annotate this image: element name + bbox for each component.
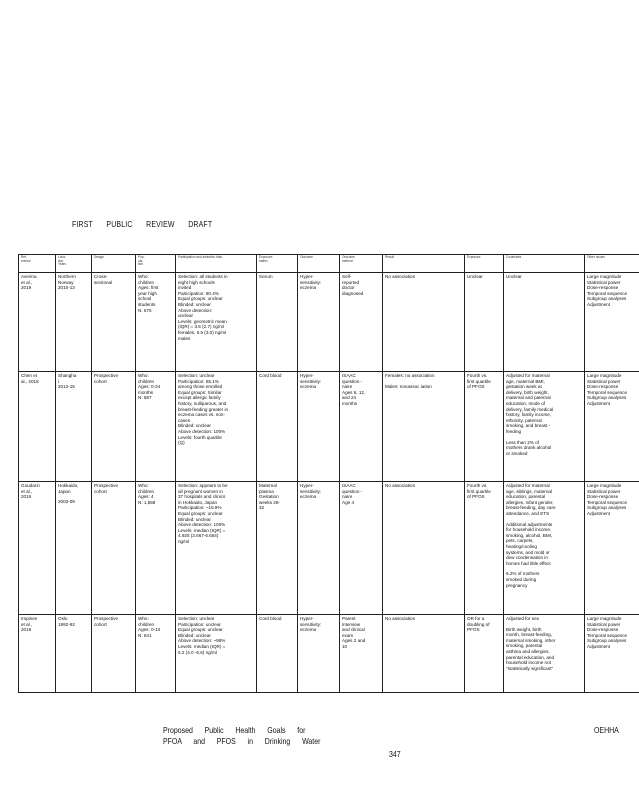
- cell-line: weeks 28-: [259, 499, 280, 505]
- cell-line: doubling of: [467, 621, 490, 627]
- cell-line: exam: [342, 632, 354, 638]
- cell-line: "statistically significant": [506, 665, 554, 671]
- cell-line: first quartile: [467, 488, 491, 494]
- cell-line: Goudarzi: [21, 483, 40, 488]
- page-number: 347: [389, 749, 401, 759]
- cell-line: Levels: geometric mean: [178, 318, 227, 324]
- cell-line: males: [178, 335, 191, 341]
- cell-line: Selection: all students in: [178, 274, 228, 279]
- cell-line: Prospective: [94, 616, 119, 621]
- cell-line: diagnosed: [342, 290, 364, 296]
- cell-line: Females: no association: [385, 373, 435, 378]
- cell-line: homes had little effect: [506, 560, 551, 566]
- cell-line: smoking, alcohol, BMI,: [506, 532, 553, 538]
- cell-ref: [19, 615, 56, 693]
- cell-line: Parent: [342, 616, 356, 621]
- column-header: Exposure matrix: [257, 255, 298, 273]
- cell-line: feeding: [506, 428, 522, 434]
- cell-line: et al.,: [21, 279, 33, 285]
- cell-result: [383, 482, 465, 615]
- cell-other: [585, 273, 639, 372]
- column-header: Participation and selection bias: [176, 255, 257, 273]
- cell-line: Fourth vs.: [467, 373, 488, 378]
- cell-line: Ages: first: [138, 285, 159, 291]
- cell-line: parental education, and: [506, 654, 555, 660]
- cell-line: children: [138, 378, 155, 384]
- cell-other: [585, 615, 639, 693]
- cell-line: Large magnitude: [587, 274, 622, 279]
- cell-line: smoked during: [506, 576, 537, 582]
- cell-outcome: [298, 372, 340, 482]
- cell-exposure: [465, 615, 504, 693]
- cell-line: Birth weight, birth: [506, 626, 542, 632]
- cell-line: 2018: [21, 627, 32, 633]
- cell-line: N: 1,558: [138, 499, 156, 505]
- cell-line: all pregnant women in: [178, 488, 223, 494]
- cell-line: and clinical: [342, 627, 365, 633]
- column-header: Exposure: [465, 255, 504, 273]
- cell-line: Gestation: [259, 494, 279, 500]
- cell-line: except allergic family: [178, 395, 221, 401]
- cell-line: plasma: [259, 488, 274, 494]
- cell-line: No association: [385, 274, 416, 279]
- cell-line: Above detection: 100%: [178, 428, 226, 434]
- cell-ref: [19, 482, 56, 615]
- cell-line: pregnancy: [506, 582, 528, 588]
- cell-line: pets, carpets,: [506, 538, 534, 544]
- cell-line: children: [138, 279, 155, 285]
- cell-line: Participation: ~15.9%: [178, 505, 222, 511]
- cell-line: Large magnitude: [587, 373, 622, 378]
- column-header: Pop- ula- tion: [136, 255, 176, 273]
- cell-line: i: [58, 378, 60, 384]
- cell-ref: [19, 372, 56, 482]
- cell-line: delivery, birth weight,: [506, 389, 549, 395]
- cell-line: ISAAC: [342, 373, 356, 378]
- cell-line: Hyper-: [300, 483, 314, 488]
- cell-line: Selection: appears to be: [178, 483, 228, 488]
- cell-matrix: [257, 372, 298, 482]
- cell-line: 2010-13: [58, 285, 75, 291]
- cell-line: Subgroup analyses: [587, 395, 627, 401]
- cell-outcome: [298, 273, 340, 372]
- cell-line: 2012-15: [58, 384, 75, 390]
- cell-line: month, breast-feeding,: [506, 632, 552, 638]
- cell-line: of PFOS: [467, 494, 485, 500]
- cell-line: cases: [178, 417, 191, 423]
- column-header: Outcome method: [340, 255, 383, 273]
- cell-line: interview: [342, 621, 361, 627]
- cell-line: naire: [342, 384, 353, 390]
- cell-line: education, parental: [506, 494, 546, 500]
- cell-line: Ages 6, 12,: [342, 389, 366, 395]
- cell-selection: [176, 273, 257, 372]
- cell-line: among those enrolled: [178, 384, 223, 390]
- cell-line: education, mode of: [506, 400, 546, 406]
- cell-line: Blinded: unclear: [178, 423, 211, 429]
- cell-line: Fourth vs.: [467, 483, 488, 488]
- cell-line: Adjusted for maternal: [506, 483, 550, 488]
- cell-line: Statistical power: [587, 621, 621, 627]
- cell-line: invited: [178, 285, 192, 291]
- cell-line: Hyper-: [300, 616, 314, 621]
- cell-line: sectional: [94, 279, 113, 285]
- cell-line: students: [138, 301, 156, 307]
- cell-line: sensitivity:: [300, 488, 322, 494]
- cell-line: 5.2 (4.0 -6.6) ng/ml: [178, 649, 217, 655]
- cell-line: in Hokkaido, Japan: [178, 499, 218, 505]
- cell-line: Prospective: [94, 483, 119, 488]
- cell-result: [383, 273, 465, 372]
- cell-line: Dose-response: [587, 285, 619, 291]
- cell-line: Temporal sequence: [587, 389, 628, 395]
- cell-selection: [176, 372, 257, 482]
- cell-line: Adjustment: [587, 510, 610, 516]
- cell-line: Levels: median (IQR) =: [178, 527, 226, 533]
- cell-line: Cord blood: [259, 373, 282, 378]
- cell-line: ISAAC: [342, 483, 356, 488]
- cell-line: Ages 2 and: [342, 638, 366, 644]
- cell-line: 6.2% of mothers: [506, 571, 540, 577]
- cell-line: Statistical power: [587, 378, 621, 384]
- cell-line: 1992-92: [58, 621, 75, 627]
- cell-line: Blinded: unclear: [178, 516, 211, 522]
- cell-line: Who:: [138, 274, 149, 279]
- cell-line: Levels: fourth quartile: [178, 434, 222, 440]
- cell-line: Adjusted for maternal: [506, 373, 550, 378]
- cell-line: Selection: unclear: [178, 616, 215, 621]
- cell-line: Temporal sequence: [587, 499, 628, 505]
- cell-line: Adjusted for sex: [506, 616, 539, 621]
- cell-line: gestation week at: [506, 384, 542, 390]
- footer-title-line-2: PFOA and PFOS in Drinking Water: [163, 736, 321, 746]
- cell-line: systems, and mold or: [506, 549, 550, 555]
- cell-line: first quartile: [467, 378, 491, 384]
- cell-method: [340, 482, 383, 615]
- cell-line: et al.,: [21, 621, 33, 627]
- cell-line: N: 687: [138, 395, 152, 401]
- cell-line: Impinen: [21, 616, 38, 621]
- cell-design: [92, 482, 136, 615]
- cell-line: cohort: [94, 621, 107, 627]
- cell-line: breast-feeding greater in: [178, 406, 229, 412]
- cell-line: ethnicity, paternal: [506, 417, 542, 423]
- cell-line: 2019: [21, 285, 32, 291]
- cell-method: [340, 615, 383, 693]
- cell-line: Hyper-: [300, 274, 314, 279]
- cell-line: dew condensation in: [506, 555, 548, 561]
- cell-line: 2003-09: [58, 499, 75, 505]
- cell-exposure: [465, 482, 504, 615]
- table-row: [19, 482, 639, 615]
- cell-line: for household income,: [506, 527, 552, 533]
- cell-line: Participation: 65.1%: [178, 378, 219, 384]
- table-row: [19, 372, 639, 482]
- cell-line: months: [342, 400, 358, 406]
- cell-line: Ages: 0-24: [138, 384, 161, 390]
- cell-line: Temporal sequence: [587, 290, 628, 296]
- cell-line: maternal and paternal: [506, 395, 551, 401]
- evidence-table-container: [18, 254, 628, 682]
- cell-line: eczema: [300, 627, 317, 633]
- cell-line: Who:: [138, 483, 149, 488]
- cell-line: Levels: median (IQR) =: [178, 643, 226, 649]
- cell-line: eczema cases vs. non-: [178, 412, 225, 418]
- footer-agency: OEHHA: [594, 725, 619, 735]
- cell-line: N: 641: [138, 632, 152, 638]
- cell-matrix: [257, 482, 298, 615]
- table-body: [19, 273, 639, 693]
- cell-line: and 24: [342, 395, 357, 401]
- cell-line: Adjustment: [587, 643, 610, 649]
- cell-line: Serum: [259, 274, 273, 279]
- cell-line: Large magnitude: [587, 483, 622, 488]
- cell-pop: [136, 372, 176, 482]
- cell-loc: [56, 273, 92, 372]
- cell-line: Unclear: [467, 274, 483, 279]
- cell-line: Subgroup analyses: [587, 505, 627, 511]
- cell-line: history, nulliparous, and: [178, 400, 227, 406]
- cell-line: eczema: [300, 494, 317, 500]
- column-header: Design: [92, 255, 136, 273]
- cell-line: Hokkaido,: [58, 483, 79, 488]
- cell-outcome: [298, 482, 340, 615]
- cell-line: Prospective: [94, 373, 119, 378]
- cell-line: of PFOS: [467, 384, 485, 390]
- cell-line: eczema: [300, 285, 317, 291]
- cell-method: [340, 273, 383, 372]
- cell-loc: [56, 482, 92, 615]
- cell-line: Japan: [58, 488, 71, 494]
- cell-line: smoking, and breast -: [506, 423, 551, 429]
- cell-line: history, family income,: [506, 412, 552, 418]
- cell-exposure: [465, 273, 504, 372]
- cell-line: reported: [342, 279, 360, 285]
- cell-line: eczema: [300, 384, 317, 390]
- cell-line: Maternal: [259, 483, 277, 488]
- cell-pop: [136, 273, 176, 372]
- cell-line: Chen et: [21, 373, 38, 378]
- cell-line: No association: [385, 616, 416, 621]
- cell-other: [585, 372, 639, 482]
- cell-line: Unclear: [506, 274, 522, 279]
- table-header-row: [19, 255, 639, 273]
- cell-line: Northern: [58, 274, 76, 279]
- cell-line: Statistical power: [587, 279, 621, 285]
- cell-line: question -: [342, 378, 363, 384]
- column-header: Covariates: [504, 255, 585, 273]
- cell-line: sensitivity:: [300, 378, 322, 384]
- cell-line: Statistical power: [587, 488, 621, 494]
- cell-line: unclear: [178, 313, 194, 319]
- cell-line: age, maternal BMI,: [506, 378, 545, 384]
- cell-line: maternal smoking, other: [506, 637, 556, 643]
- cell-line: attendance, and ETS: [506, 510, 550, 516]
- cell-line: children: [138, 488, 155, 494]
- cell-outcome: [298, 615, 340, 693]
- cell-line: Temporal sequence: [587, 632, 628, 638]
- cell-line: sensitivity:: [300, 279, 322, 285]
- cell-ref: [19, 273, 56, 372]
- cell-line: or smoked: [506, 450, 528, 456]
- column-header: Other issues: [585, 255, 639, 273]
- cell-line: et al.,: [21, 488, 33, 494]
- cell-line: age, siblings, maternal: [506, 488, 552, 494]
- cell-line: cohort: [94, 488, 107, 494]
- cell-line: doctor: [342, 285, 355, 291]
- cell-line: Blinded: unclear: [178, 632, 211, 638]
- cell-line: OR for a: [467, 616, 485, 621]
- cell-line: Who:: [138, 373, 149, 378]
- cell-line: (IQR) = 3.5 (2.7) ng/ml: [178, 324, 225, 330]
- cell-method: [340, 372, 383, 482]
- cell-line: asthma and allergies,: [506, 648, 550, 654]
- cell-pop: [136, 615, 176, 693]
- cell-line: Above detection: 100%: [178, 522, 226, 528]
- cell-selection: [176, 615, 257, 693]
- cell-covariates: [504, 273, 585, 372]
- cell-line: 10: [342, 643, 348, 649]
- cell-loc: [56, 372, 92, 482]
- cell-covariates: [504, 615, 585, 693]
- evidence-table: [18, 254, 639, 693]
- draft-header: FIRST PUBLIC REVIEW DRAFT: [72, 219, 213, 229]
- cell-line: Dose-response: [587, 627, 619, 633]
- cell-line: allergies, infant gender,: [506, 499, 554, 505]
- cell-line: Large magnitude: [587, 616, 622, 621]
- cell-line: breast-feeding, day care: [506, 505, 556, 511]
- cell-line: PFOS: [467, 627, 480, 633]
- cell-pop: [136, 482, 176, 615]
- cell-line: Subgroup analyses: [587, 296, 627, 302]
- cell-line: year high: [138, 290, 157, 296]
- cell-loc: [56, 615, 92, 693]
- cell-line: Age 4: [342, 499, 355, 505]
- cell-line: eight high schools: [178, 279, 215, 285]
- cell-line: heating/cooling: [506, 543, 537, 549]
- cell-line: Self-: [342, 274, 352, 279]
- cell-line: Ages: 0-10: [138, 627, 161, 633]
- cell-line: Above detection:: [178, 307, 213, 313]
- cell-line: Blinded: unclear: [178, 301, 211, 307]
- table-row: [19, 273, 639, 372]
- cell-line: Less than 2% of: [506, 439, 539, 445]
- cell-line: 37 hospitals and clinics: [178, 494, 226, 500]
- cell-line: Who:: [138, 616, 149, 621]
- column-header: Loca- tion, Years: [56, 255, 92, 273]
- cell-line: delivery, family medical: [506, 406, 554, 412]
- table-row: [19, 615, 639, 693]
- cell-line: Adjustment: [587, 301, 610, 307]
- cell-line: al., 2018: [21, 378, 39, 384]
- cell-selection: [176, 482, 257, 615]
- cell-line: cohort: [94, 378, 107, 384]
- cell-line: Shangha: [58, 373, 77, 378]
- cell-line: Ages: 4: [138, 494, 154, 500]
- cell-line: (Q): [178, 440, 185, 446]
- cell-line: N: 675: [138, 307, 152, 313]
- column-header: Result: [383, 255, 465, 273]
- cell-design: [92, 615, 136, 693]
- cell-line: Above detection: ~98%: [178, 638, 226, 644]
- cell-line: school: [138, 296, 152, 302]
- cell-design: [92, 372, 136, 482]
- cell-line: 32: [259, 505, 265, 511]
- cell-line: naire: [342, 494, 353, 500]
- cell-line: Participation: 80.4%: [178, 290, 219, 296]
- cell-line: Equal groups: unclear: [178, 296, 223, 302]
- cell-line: Males: nonassoc iation: [385, 383, 432, 389]
- cell-line: Selection: unclear: [178, 373, 215, 378]
- cell-design: [92, 273, 136, 372]
- cell-line: Cord blood: [259, 616, 282, 621]
- cell-matrix: [257, 273, 298, 372]
- footer-title-line-1: Proposed Public Health Goals for: [163, 725, 306, 735]
- cell-result: [383, 372, 465, 482]
- cell-other: [585, 482, 639, 615]
- cell-line: question -: [342, 488, 363, 494]
- cell-line: Cross-: [94, 274, 108, 279]
- cell-line: months: [138, 389, 154, 395]
- cell-line: Hyper-: [300, 373, 314, 378]
- cell-line: household income not: [506, 660, 551, 666]
- cell-line: sensitivity:: [300, 621, 322, 627]
- cell-line: Participation: unclear: [178, 621, 221, 627]
- cell-line: smoking, parental: [506, 643, 543, 649]
- cell-exposure: [465, 372, 504, 482]
- cell-line: 4.925 (3.667-6.654): [178, 533, 219, 539]
- cell-line: Averina: [21, 274, 37, 279]
- column-header: Ref- erence: [19, 255, 56, 273]
- cell-line: Dose-response: [587, 384, 619, 390]
- cell-matrix: [257, 615, 298, 693]
- cell-line: Norway: [58, 279, 74, 285]
- cell-line: children: [138, 621, 155, 627]
- document-footer: [163, 725, 320, 747]
- cell-line: No association: [385, 483, 416, 488]
- cell-line: Subgroup analyses: [587, 638, 627, 644]
- cell-line: females, 6.5 (3.0) ng/ml: [178, 329, 227, 335]
- cell-line: Dose-response: [587, 494, 619, 500]
- cell-line: 2016: [21, 494, 32, 500]
- cell-line: ng/ml: [178, 538, 190, 544]
- cell-covariates: [504, 482, 585, 615]
- cell-line: Equal groups: Similar: [178, 389, 222, 395]
- cell-line: Additional adjustments: [506, 521, 553, 527]
- cell-result: [383, 615, 465, 693]
- cell-line: Adjustment: [587, 400, 610, 406]
- cell-line: Equal groups: unclear: [178, 510, 223, 516]
- cell-covariates: [504, 372, 585, 482]
- cell-line: mothers drank alcohol: [506, 445, 552, 451]
- cell-line: Oslo: [58, 616, 68, 621]
- column-header: Outcome: [298, 255, 340, 273]
- cell-line: Equal groups: unclear: [178, 627, 223, 633]
